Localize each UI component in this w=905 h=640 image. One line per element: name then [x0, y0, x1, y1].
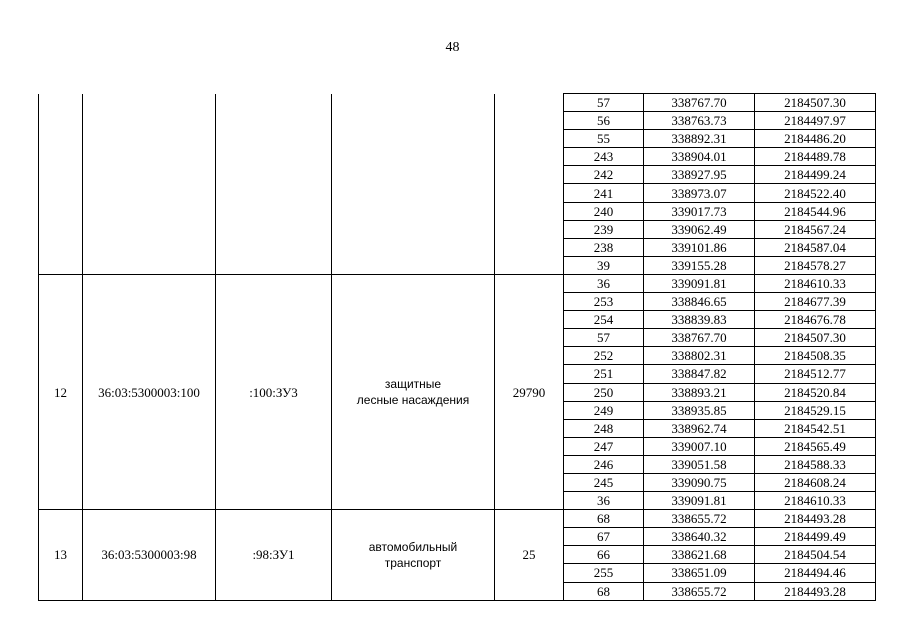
point-number: 39: [564, 256, 644, 274]
point-number: 68: [564, 510, 644, 528]
coordinate-x: 338763.73: [644, 112, 755, 130]
coordinate-y: 2184544.96: [755, 202, 876, 220]
coordinate-y: 2184504.54: [755, 546, 876, 564]
parcel-area: 25: [495, 510, 564, 600]
coordinate-x: 339155.28: [644, 256, 755, 274]
permitted-use-line: лесные насаждения: [356, 393, 470, 408]
coordinate-y: 2184497.97: [755, 112, 876, 130]
coordinate-x: 338802.31: [644, 347, 755, 365]
coordinate-x: 338904.01: [644, 148, 755, 166]
coordinate-y: 2184578.27: [755, 256, 876, 274]
coordinate-x: 339101.86: [644, 238, 755, 256]
coordinate-y: 2184542.51: [755, 419, 876, 437]
coordinate-x: 339091.81: [644, 274, 755, 292]
coordinate-x: 339007.10: [644, 437, 755, 455]
coordinate-y: 2184489.78: [755, 148, 876, 166]
point-number: 243: [564, 148, 644, 166]
parcel-designation: [216, 94, 332, 275]
coordinate-x: 338655.72: [644, 582, 755, 600]
permitted-use-line: автомобильный: [368, 539, 458, 554]
permitted-use-line: транспорт: [384, 555, 442, 570]
coordinate-y: 2184610.33: [755, 274, 876, 292]
coordinate-x: 338655.72: [644, 510, 755, 528]
coordinate-x: 338621.68: [644, 546, 755, 564]
point-number: 250: [564, 383, 644, 401]
cadastral-number: 36:03:5300003:98: [83, 510, 216, 600]
coordinate-x: 339091.81: [644, 492, 755, 510]
parcel-index: 13: [39, 510, 83, 600]
coordinate-y: 2184520.84: [755, 383, 876, 401]
point-number: 241: [564, 184, 644, 202]
coordinates-table: [38, 93, 876, 601]
permitted-use: [332, 510, 495, 600]
parcel-index: 12: [39, 274, 83, 509]
point-number: 36: [564, 492, 644, 510]
coordinate-x: 338767.70: [644, 329, 755, 347]
coordinate-y: 2184499.24: [755, 166, 876, 184]
coordinate-x: 339062.49: [644, 220, 755, 238]
parcel-index: [39, 94, 83, 275]
table-row: [39, 510, 876, 528]
coordinate-y: 2184508.35: [755, 347, 876, 365]
coordinate-x: 338927.95: [644, 166, 755, 184]
point-number: 255: [564, 564, 644, 582]
coordinate-x: 338640.32: [644, 528, 755, 546]
coordinate-y: 2184499.49: [755, 528, 876, 546]
coordinate-y: 2184676.78: [755, 311, 876, 329]
parcel-area: [495, 94, 564, 275]
table-row: [39, 94, 876, 112]
point-number: 68: [564, 582, 644, 600]
coordinate-y: 2184493.28: [755, 582, 876, 600]
point-number: 67: [564, 528, 644, 546]
coordinate-y: 2184567.24: [755, 220, 876, 238]
point-number: 240: [564, 202, 644, 220]
coordinate-y: 2184610.33: [755, 492, 876, 510]
coordinate-y: 2184507.30: [755, 329, 876, 347]
point-number: 36: [564, 274, 644, 292]
coordinate-y: 2184677.39: [755, 293, 876, 311]
permitted-use: [332, 94, 495, 275]
coordinate-y: 2184608.24: [755, 473, 876, 491]
coordinate-y: 2184486.20: [755, 130, 876, 148]
point-number: 242: [564, 166, 644, 184]
point-number: 238: [564, 238, 644, 256]
coordinate-x: 338962.74: [644, 419, 755, 437]
permitted-use-line: защитные: [384, 377, 442, 392]
coordinate-x: 338839.83: [644, 311, 755, 329]
permitted-use: [332, 274, 495, 509]
point-number: 249: [564, 401, 644, 419]
coordinate-x: 338973.07: [644, 184, 755, 202]
point-number: 56: [564, 112, 644, 130]
parcel-designation: :100:ЗУ3: [216, 274, 332, 509]
parcel-area: 29790: [495, 274, 564, 509]
point-number: 254: [564, 311, 644, 329]
coordinate-y: 2184587.04: [755, 238, 876, 256]
coordinate-x: 338847.82: [644, 365, 755, 383]
coordinate-y: 2184494.46: [755, 564, 876, 582]
point-number: 248: [564, 419, 644, 437]
coordinate-y: 2184512.77: [755, 365, 876, 383]
parcel-designation: :98:ЗУ1: [216, 510, 332, 600]
page-number: 48: [445, 40, 460, 55]
table-body: [39, 94, 876, 601]
cadastral-number: [83, 94, 216, 275]
point-number: 251: [564, 365, 644, 383]
coordinate-x: 339090.75: [644, 473, 755, 491]
coordinate-y: 2184588.33: [755, 455, 876, 473]
coordinate-y: 2184507.30: [755, 94, 876, 112]
coordinate-x: 338935.85: [644, 401, 755, 419]
point-number: 246: [564, 455, 644, 473]
point-number: 245: [564, 473, 644, 491]
point-number: 239: [564, 220, 644, 238]
coordinate-y: 2184529.15: [755, 401, 876, 419]
coordinate-x: 338892.31: [644, 130, 755, 148]
coordinate-x: 338846.65: [644, 293, 755, 311]
point-number: 57: [564, 329, 644, 347]
coordinate-y: 2184493.28: [755, 510, 876, 528]
table-row: [39, 274, 876, 292]
coordinate-x: 339017.73: [644, 202, 755, 220]
coordinate-x: 338893.21: [644, 383, 755, 401]
point-number: 247: [564, 437, 644, 455]
coordinate-x: 339051.58: [644, 455, 755, 473]
point-number: 252: [564, 347, 644, 365]
point-number: 57: [564, 94, 644, 112]
coordinate-y: 2184565.49: [755, 437, 876, 455]
point-number: 253: [564, 293, 644, 311]
coordinate-x: 338651.09: [644, 564, 755, 582]
cadastral-number: 36:03:5300003:100: [83, 274, 216, 509]
coordinate-x: 338767.70: [644, 94, 755, 112]
point-number: 66: [564, 546, 644, 564]
point-number: 55: [564, 130, 644, 148]
coordinate-y: 2184522.40: [755, 184, 876, 202]
